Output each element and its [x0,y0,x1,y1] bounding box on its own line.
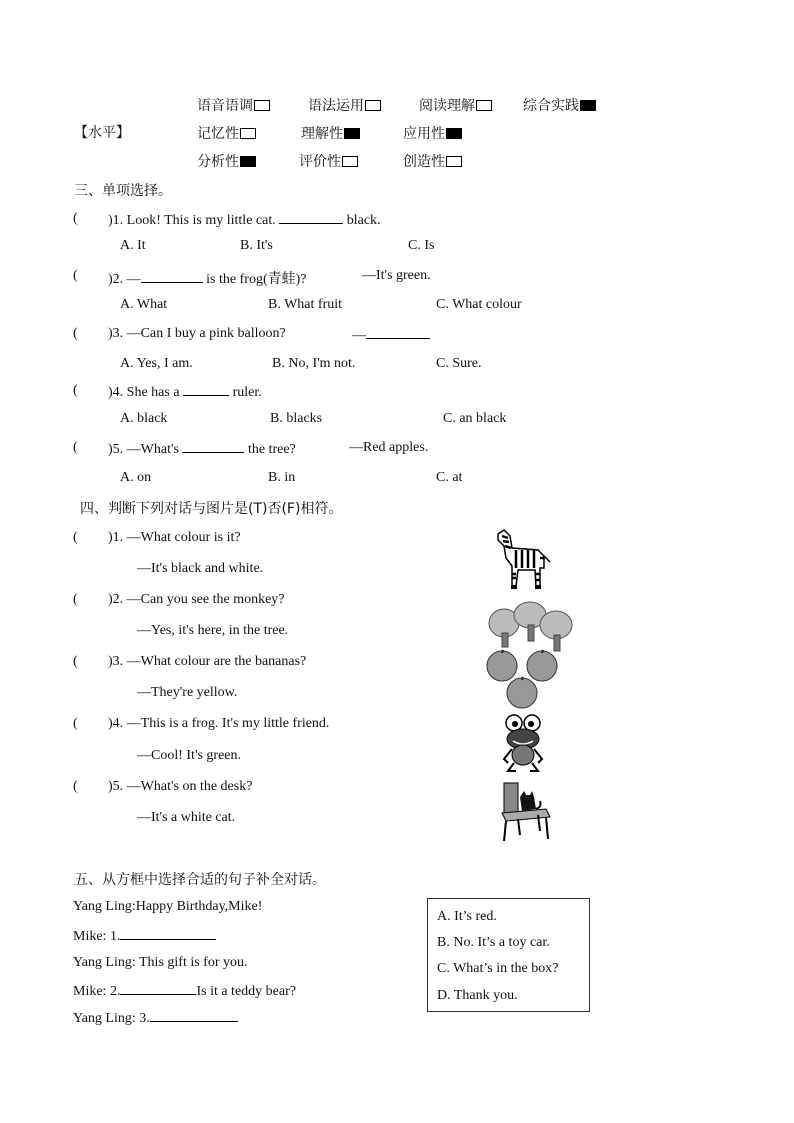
dialogue-line: Mike: 2. Is it a teddy bear? [73,984,296,999]
option-c: C. What’s in the box? [437,961,559,976]
dialogue-line: Yang Ling:Happy Birthday,Mike! [73,899,263,914]
rubric-item: 记忆性 [197,123,256,143]
option: B. What fruit [268,297,343,312]
question-stem: )4. She has a ruler. [108,385,262,400]
rubric-item: 理解性 [301,123,360,143]
answer-paren-open: ( [73,440,78,455]
trees-picture [488,601,574,653]
rubric-item: 评价性 [299,151,358,171]
checkbox-empty [240,128,256,139]
option: A. What [120,297,168,312]
option: A. Yes, I am. [120,356,193,371]
option: C. Sure. [436,356,482,371]
option: A. on [120,470,152,485]
dialogue-question: )1. —What colour is it? [108,530,241,545]
answer-paren-open: ( [73,268,78,283]
option: A. black [120,411,168,426]
dialogue-line: Yang Ling: 3. [73,1009,238,1027]
answer-blank[interactable] [279,211,343,224]
dialogue-answer: —It's black and white. [137,561,264,576]
question-reply: —It's green. [362,268,431,283]
option: C. an black [443,411,507,426]
answer-paren-open: ( [73,654,78,669]
rubric-item: 语音语调 [197,95,270,115]
option: C. Is [408,238,435,253]
dialogue-answer: —They're yellow. [137,685,238,700]
answer-paren-open: ( [73,326,78,341]
dialogue-question: )2. —Can you see the monkey? [108,592,285,607]
section-title: 五、从方框中选择合适的句子补全对话。 [74,872,326,888]
option: B. in [268,470,296,485]
option: C. What colour [436,297,522,312]
options-box [427,898,590,1012]
answer-paren-open: ( [73,383,78,398]
answer-blank[interactable] [141,270,203,283]
frog-picture [500,713,546,773]
checkbox-empty [254,100,270,111]
answer-blank[interactable] [183,383,229,396]
option: B. It's [240,238,273,253]
rubric-item: 分析性 [197,151,256,171]
answer-paren-open: ( [73,530,78,545]
option: B. No, I'm not. [272,356,356,371]
oranges-picture [484,649,564,709]
option-a: A. It’s red. [437,909,497,924]
question-stem: )3. —Can I buy a pink balloon? [108,326,286,341]
option-d: D. Thank you. [437,988,518,1003]
chair-cat-picture [498,779,554,843]
answer-blank[interactable] [120,982,196,995]
option: B. blacks [270,411,323,426]
answer-blank[interactable] [120,927,216,940]
dialogue-line: Mike: 1. [73,927,216,945]
checkbox-filled [446,128,462,139]
zebra-picture [494,528,552,592]
checkbox-empty [446,156,462,167]
level-label: 【水平】 [74,125,130,141]
dialogue-line: Yang Ling: This gift is for you. [73,955,248,970]
dialogue-question: )4. —This is a frog. It's my little friend. [108,716,330,731]
checkbox-filled [240,156,256,167]
answer-blank[interactable] [182,440,244,453]
option: C. at [436,470,463,485]
dialogue-question: )5. —What's on the desk? [108,779,253,794]
rubric-item: 语法运用 [308,95,381,115]
section-title: 四、判断下列对话与图片是(T)否(F)相符。 [80,501,343,517]
rubric-item: 阅读理解 [419,95,492,115]
dialogue-question: )3. —What colour are the bananas? [108,654,307,669]
question-stem: )1. Look! This is my little cat. black. [108,213,381,228]
dialogue-answer: —Yes, it's here, in the tree. [137,623,289,638]
answer-paren-open: ( [73,716,78,731]
dialogue-answer: —It's a white cat. [137,810,236,825]
dialogue-answer: —Cool! It's green. [137,748,242,763]
rubric-item: 综合实践 [523,95,596,115]
question-stem: )5. —What's the tree? [108,442,296,457]
answer-paren-open: ( [73,592,78,607]
answer-blank[interactable] [366,326,430,339]
section-title: 三、单项选择。 [74,183,172,199]
question-reply: — [352,326,430,344]
checkbox-filled [344,128,360,139]
rubric-item: 应用性 [403,123,462,143]
answer-paren-open: ( [73,211,78,226]
answer-paren-open: ( [73,779,78,794]
question-stem: )2. — is the frog(青蛙)? [108,272,307,287]
checkbox-empty [476,100,492,111]
checkbox-empty [342,156,358,167]
option: A. It [120,238,146,253]
rubric-item: 创造性 [403,151,462,171]
question-reply: —Red apples. [349,440,429,455]
answer-blank[interactable] [150,1009,238,1022]
option-b: B. No. It’s a toy car. [437,935,550,950]
checkbox-empty [365,100,381,111]
checkbox-filled [580,100,596,111]
